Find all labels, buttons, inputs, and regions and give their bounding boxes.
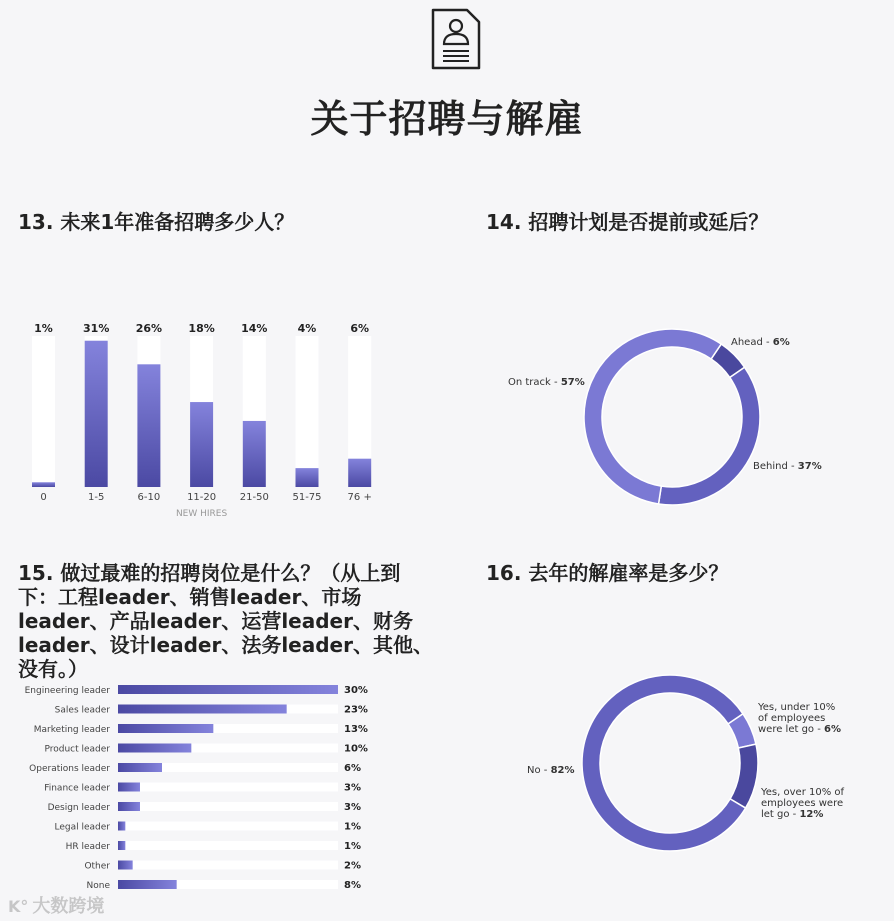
bar	[118, 685, 338, 694]
category-label: Other	[84, 861, 110, 872]
bar	[118, 802, 140, 811]
category-label: HR leader	[65, 842, 110, 852]
bar-value-label: 26%	[135, 322, 163, 335]
bar-value-label: 18%	[188, 322, 215, 335]
hardest-role-bar-chart	[25, 685, 368, 891]
bar-value-label: 14%	[241, 322, 268, 335]
donut-slice	[659, 367, 760, 505]
bar	[118, 841, 125, 850]
new-hires-bar-chart	[32, 322, 372, 519]
category-label: None	[86, 881, 110, 891]
chart-title-layoff-rate: 16. 去年的解雇率是多少？	[486, 561, 729, 585]
slice-label-behind: Behind - 37%	[753, 461, 822, 472]
chart-title-hiring-plan: 14. 招聘计划是否提前或延后？	[486, 210, 769, 234]
x-tick-label: 76 +	[347, 492, 372, 503]
x-tick-label: 21-50	[239, 492, 269, 503]
bar-track	[118, 822, 338, 831]
bar-value-label: 13%	[344, 724, 368, 735]
bar	[118, 724, 213, 733]
bar	[85, 341, 108, 487]
bar	[118, 705, 287, 714]
x-tick-label: 6-10	[137, 492, 161, 503]
bar	[118, 783, 140, 792]
x-axis-label: NEW HIRES	[175, 509, 228, 519]
category-label: Design leader	[47, 803, 110, 813]
bar-track	[118, 841, 338, 850]
x-tick-label: 11-20	[187, 492, 217, 503]
bar-track	[32, 336, 55, 487]
bar-value-label: 1%	[34, 322, 53, 335]
slice-label-on-track: On track - 57%	[508, 377, 585, 388]
bar	[348, 459, 371, 487]
slice-label-no: No - 82%	[527, 765, 575, 776]
category-label: Marketing leader	[33, 725, 110, 735]
bar-track	[118, 783, 338, 792]
bar-value-label: 10%	[344, 743, 368, 755]
donut-slice	[584, 329, 721, 504]
bar-value-label: 2%	[344, 860, 361, 872]
donut-slice	[582, 675, 746, 851]
slice-label-ahead: Ahead - 6%	[731, 337, 790, 348]
chart-title-hardest-role: 15. 做过最难的招聘岗位是什么？（从上到下：工程leader、销售leader、市场leader、产品leader、运营leader、财务leader、设计leader、法务leader、其他、没有。）	[18, 561, 433, 681]
brand-logo-icon: K°	[8, 897, 29, 916]
category-label: Operations leader	[29, 764, 110, 774]
layoff-rate-donut-chart	[527, 675, 845, 851]
bar-value-label: 1%	[344, 821, 361, 833]
bar-value-label: 8%	[344, 880, 361, 891]
category-label: Finance leader	[44, 783, 110, 794]
category-label: Sales leader	[54, 705, 110, 716]
bar	[118, 744, 191, 753]
bar-value-label: 23%	[344, 704, 368, 716]
category-label: Engineering leader	[24, 686, 110, 696]
watermark-text: 大数跨境	[32, 896, 105, 917]
bar	[137, 364, 160, 487]
category-label: Product leader	[44, 744, 110, 755]
bar-track	[118, 861, 338, 870]
x-tick-label: 1-5	[88, 492, 105, 503]
bar	[118, 880, 177, 889]
bar	[243, 421, 266, 487]
category-label: Legal leader	[54, 822, 110, 833]
donut-slice	[730, 744, 758, 808]
bar	[118, 763, 162, 772]
bar-value-label: 6%	[344, 763, 361, 774]
bar	[190, 402, 213, 487]
slice-label-under-10: Yes, under 10% of employees were let go - 6%	[758, 702, 841, 735]
watermark	[8, 892, 104, 918]
bar-value-label: 30%	[344, 685, 368, 696]
bar-value-label: 3%	[344, 802, 361, 813]
bar-value-label: 6%	[350, 322, 370, 335]
bar-value-label: 31%	[83, 322, 110, 335]
bar	[118, 861, 133, 870]
page-title: 关于招聘与解雇	[310, 97, 584, 141]
bar	[32, 482, 55, 487]
slice-label-over-10: Yes, over 10% of employees were let go - 12%	[761, 787, 845, 820]
bar-value-label: 1%	[344, 841, 361, 852]
bar-value-label: 3%	[344, 782, 361, 794]
x-tick-label: 0	[40, 492, 47, 503]
x-tick-label: 51-75	[292, 492, 322, 503]
bar-value-label: 4%	[297, 322, 317, 335]
chart-title-new-hires: 13. 未来1年准备招聘多少人？	[18, 210, 295, 234]
bar-track	[118, 802, 338, 811]
bar	[296, 468, 319, 487]
bar	[118, 822, 125, 831]
bar-track	[296, 336, 319, 487]
hiring-plan-donut-chart	[508, 329, 822, 505]
